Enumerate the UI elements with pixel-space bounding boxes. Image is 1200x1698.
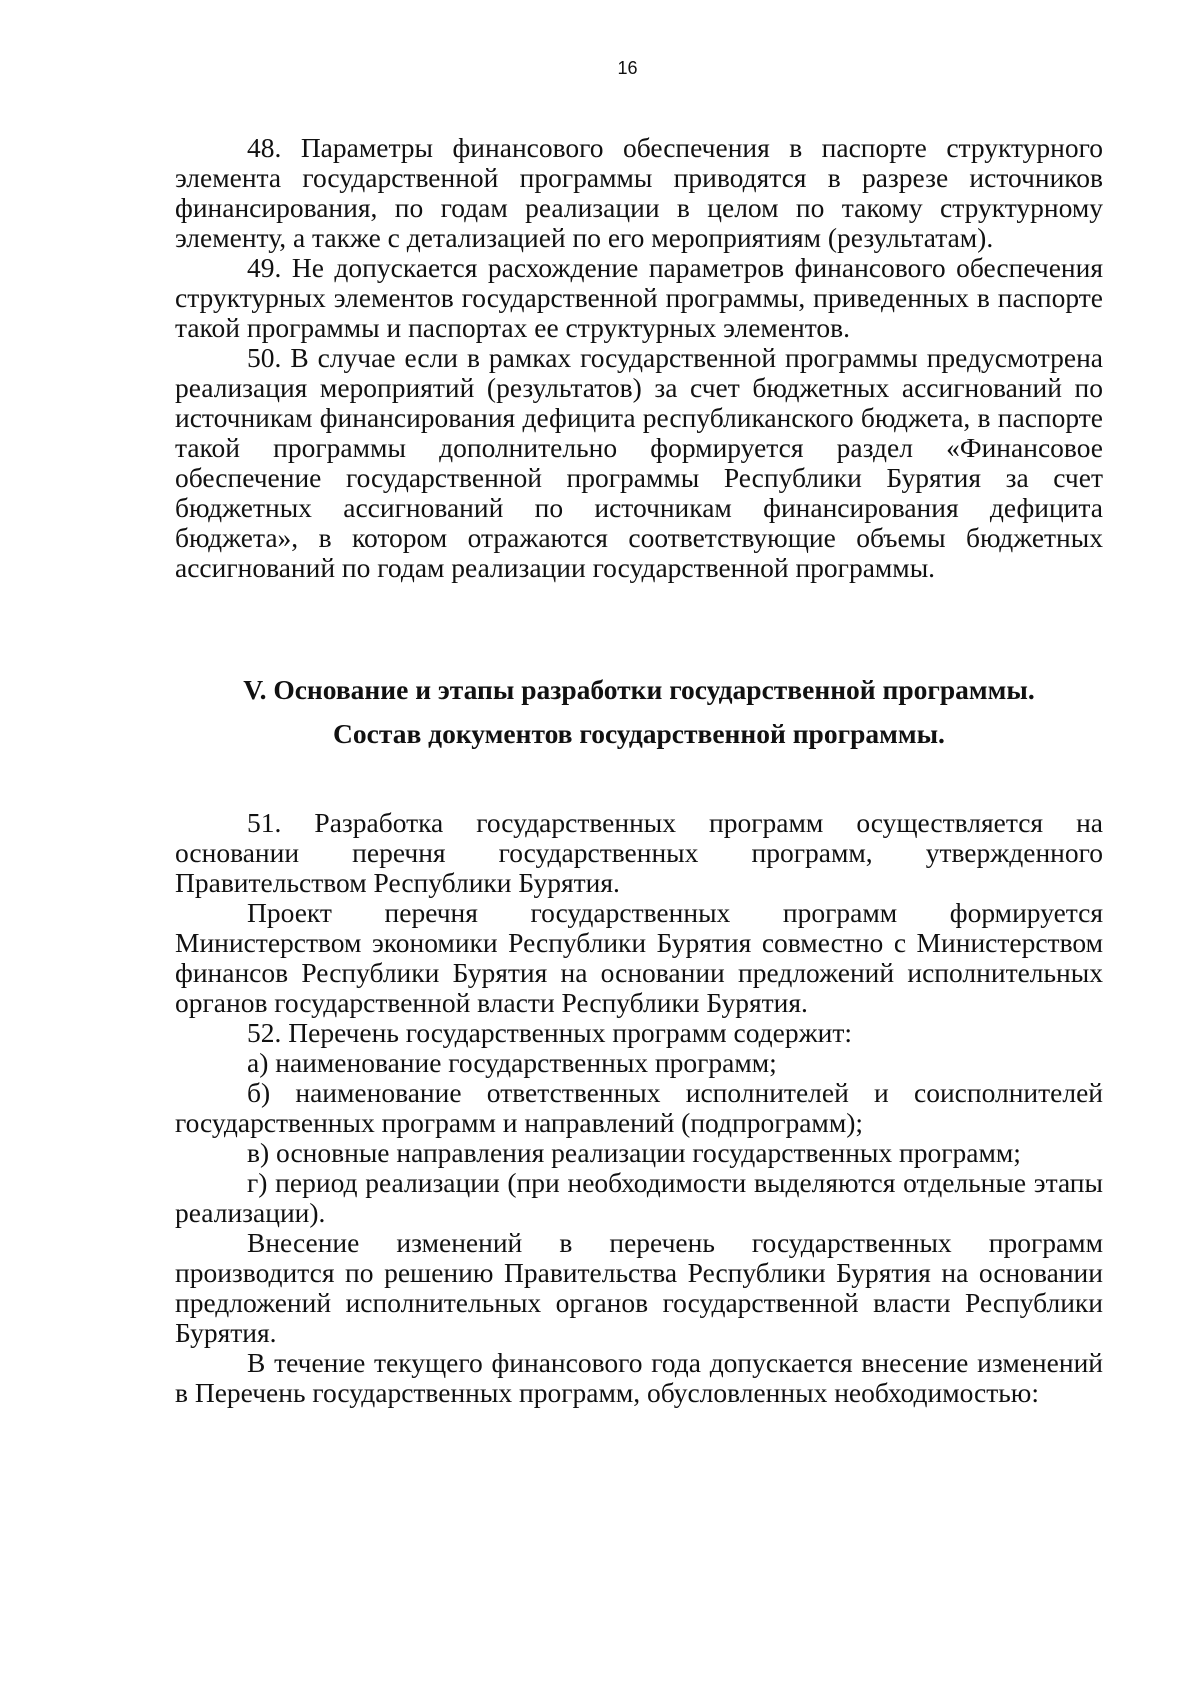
section-heading — [175, 675, 1103, 705]
section-paragraphs-48-50 — [175, 133, 1103, 583]
list-item-v: в) основные направления реализации государственных программ; — [247, 1137, 1021, 1168]
paragraph-48: 48. Параметры финансового обеспечения в паспорте структурного элемента государственной программы приводятся в разрезе источников финансирования, по годам реализации в целом по такому структурному элементу, а также с детализацией по его мероприятиям (результатам). — [175, 132, 1103, 253]
section-heading-line-1: V. Основание и этапы разработки государственной программы. — [243, 674, 1035, 705]
paragraph-50: 50. В случае если в рамках государственной программы предусмотрена реализация мероприятий (результатов) за счет бюджетных ассигнований по источникам финансирования дефицита республиканского бюджета, в паспорте такой программы дополнительно формируется раздел «Финансовое обеспечение государственной программы Республики Бурятия за счет бюджетных ассигнований по источникам финансирования дефицита бюджета», в котором отражаются соответствующие объемы бюджетных ассигнований по годам реализации государственной программы. — [175, 342, 1103, 583]
list-item-a: а) наименование государственных программ; — [247, 1047, 777, 1078]
section-heading-line-2: Состав документов государственной программы. — [333, 718, 945, 749]
paragraph-current-year: В течение текущего финансового года допускается внесение изменений в Перечень государственных программ, обусловленных необходимостью: — [175, 1347, 1103, 1408]
paragraph-52: 52. Перечень государственных программ содержит: — [247, 1017, 852, 1048]
paragraph-49: 49. Не допускается расхождение параметров финансового обеспечения структурных элементов государственной программы, приведенных в паспорте такой программы и паспортах ее структурных элементов. — [175, 252, 1103, 343]
page-number: 16 — [617, 58, 638, 78]
section-paragraphs-51-52 — [175, 808, 1103, 1408]
paragraph-changes: Внесение изменений в перечень государственных программ производится по решению Правительства Республики Бурятия на основании предложений исполнительных органов государственной власти Республики Бурятия. — [175, 1227, 1103, 1348]
section-subheading — [175, 719, 1103, 749]
list-item-b: б) наименование ответственных исполнителей и соисполнителей государственных программ и направлений (подпрограмм); — [175, 1077, 1103, 1138]
paragraph-51: 51. Разработка государственных программ осуществляется на основании перечня государственных программ, утвержденного Правительством Республики Бурятия. — [175, 807, 1103, 898]
list-item-g: г) период реализации (при необходимости выделяются отдельные этапы реализации). — [175, 1167, 1103, 1228]
paragraph-project-list: Проект перечня государственных программ формируется Министерством экономики Республики Бурятия совместно с Министерством финансов Республики Бурятия на основании предложений исполнительных органов государственной власти Республики Бурятия. — [175, 897, 1103, 1018]
